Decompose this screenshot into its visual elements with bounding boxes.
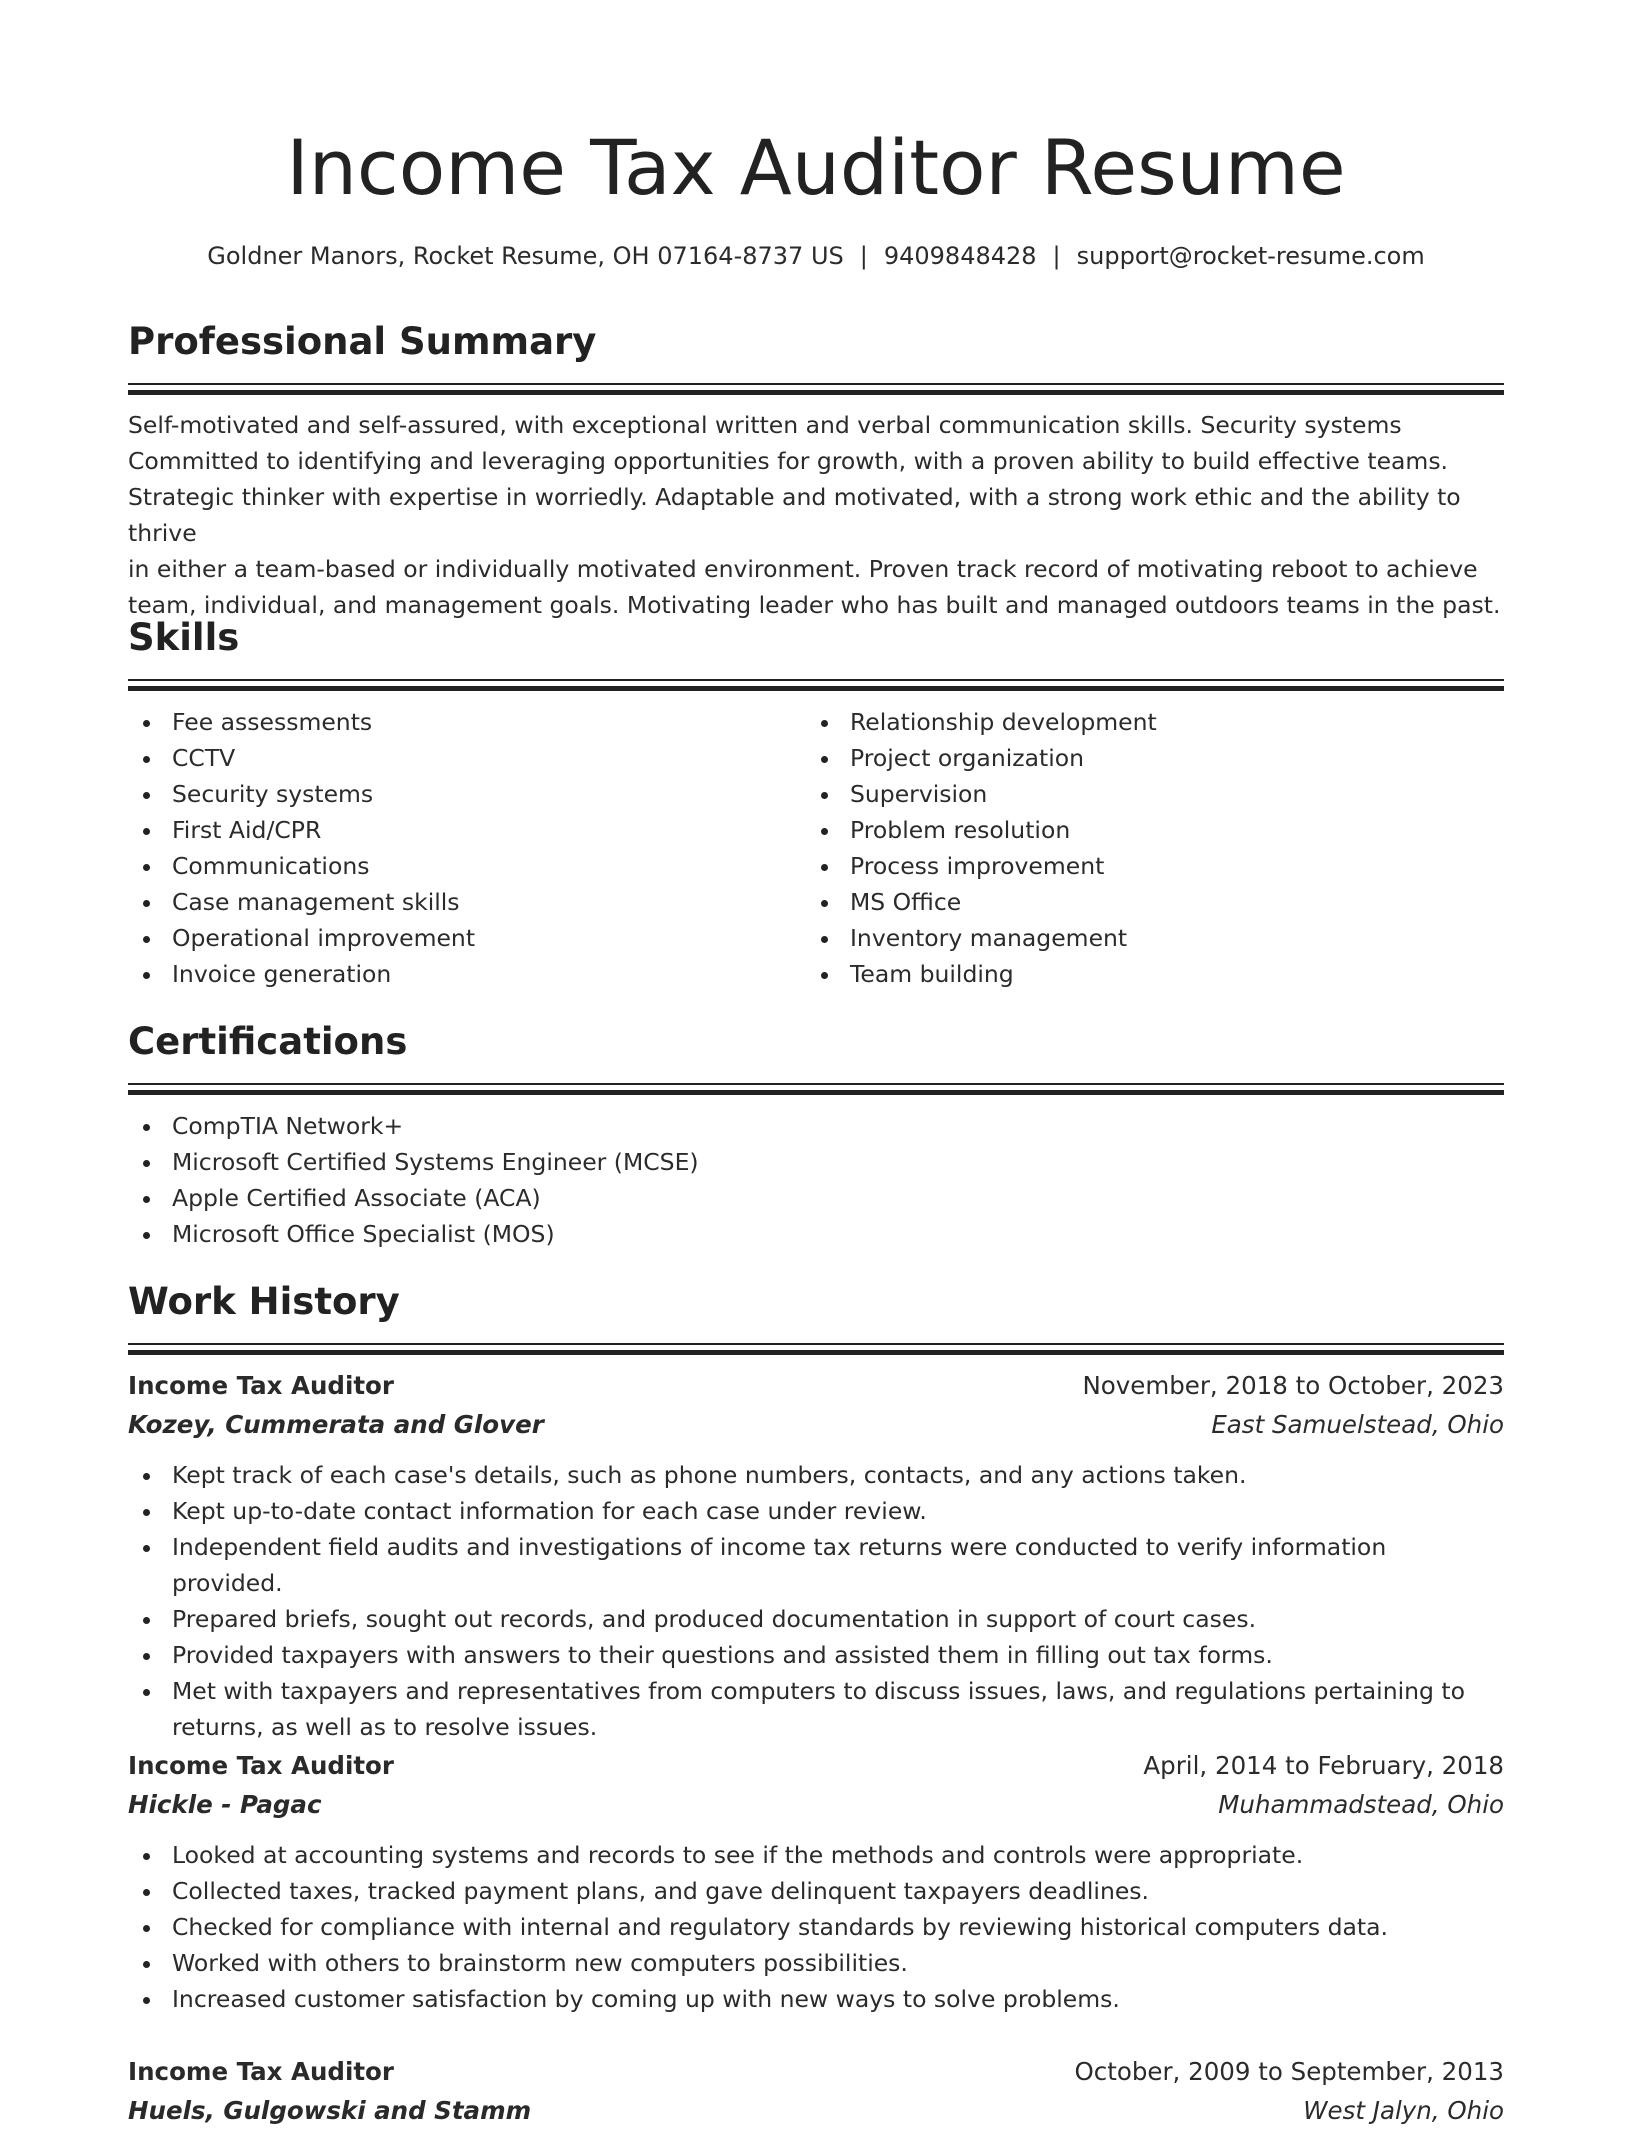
skill-item: Case management skills — [128, 884, 806, 920]
certification-item: CompTIA Network+ — [128, 1108, 1504, 1144]
skill-item: Team building — [806, 956, 1484, 992]
skill-item: Process improvement — [806, 848, 1484, 884]
certification-item: Apple Certified Associate (ACA) — [128, 1180, 1504, 1216]
section-divider — [128, 1343, 1504, 1355]
job-duty: Met with taxpayers and representatives from computers to discuss issues, laws, and regulations pertaining to returns, as well as to resolve issues. — [128, 1673, 1504, 1745]
job-duty: Independent field audits and investigations of income tax returns were conducted to verify information provided. — [128, 1529, 1504, 1601]
job-header — [128, 1367, 1504, 1405]
summary-text — [128, 407, 1504, 623]
job-location: East Samuelstead, Ohio — [1211, 1410, 1504, 1439]
job-duties — [128, 1837, 1504, 2017]
job-title: Income Tax Auditor — [128, 1751, 394, 1780]
contact-separator: | — [1052, 242, 1061, 270]
contact-address: Goldner Manors, Rocket Resume, OH 07164-8737 US — [207, 242, 844, 270]
job-entry — [128, 1367, 1504, 1745]
section-divider — [128, 383, 1504, 395]
skills-section — [128, 614, 1504, 992]
summary-line: in either a team-based or individually motivated environment. Proven track record of motivating reboot to achieve — [128, 555, 1478, 583]
skill-item: Inventory management — [806, 920, 1484, 956]
certification-item: Microsoft Certified Systems Engineer (MCSE) — [128, 1144, 1504, 1180]
resume-title: Income Tax Auditor Resume — [286, 123, 1346, 212]
contact-separator: | — [859, 242, 868, 270]
job-subheader — [128, 1785, 1504, 1825]
certification-item: Microsoft Office Specialist (MOS) — [128, 1216, 1504, 1252]
skill-item: CCTV — [128, 740, 806, 776]
skill-item: Relationship development — [806, 704, 1484, 740]
job-title: Income Tax Auditor — [128, 1371, 394, 1400]
skills-list-right — [806, 704, 1484, 992]
skills-columns — [128, 704, 1504, 992]
contact-phone[interactable]: 9409848428 — [883, 242, 1037, 270]
job-location: Muhammadstead, Ohio — [1218, 1790, 1504, 1819]
work-history-section — [128, 1278, 1504, 1355]
skills-list-left — [128, 704, 806, 992]
skill-item: Project organization — [806, 740, 1484, 776]
job-header — [128, 2053, 1504, 2091]
section-heading-work-history: Work History — [128, 1280, 400, 1323]
skill-item: MS Office — [806, 884, 1484, 920]
job-duty: Kept up-to-date contact information for each case under review. — [128, 1493, 1504, 1529]
contact-email[interactable]: support@rocket-resume.com — [1076, 242, 1425, 270]
job-duties — [128, 1457, 1504, 1745]
section-divider — [128, 679, 1504, 691]
job-location: West Jalyn, Ohio — [1303, 2096, 1504, 2125]
skill-item: Communications — [128, 848, 806, 884]
skill-item: Invoice generation — [128, 956, 806, 992]
summary-line: Strategic thinker with expertise in worriedly. Adaptable and motivated, with a strong work ethic and the ability to thrive — [128, 483, 1461, 547]
job-header — [128, 1747, 1504, 1785]
summary-section — [128, 318, 1504, 623]
job-duty: Collected taxes, tracked payment plans, and gave delinquent taxpayers deadlines. — [128, 1873, 1504, 1909]
skill-item: Operational improvement — [128, 920, 806, 956]
skill-item: First Aid/CPR — [128, 812, 806, 848]
summary-line: Committed to identifying and leveraging opportunities for growth, with a proven ability to build effective teams. — [128, 447, 1449, 475]
job-duty: Checked for compliance with internal and regulatory standards by reviewing historical computers data. — [128, 1909, 1504, 1945]
job-duty: Prepared briefs, sought out records, and produced documentation in support of court cases. — [128, 1601, 1504, 1637]
skill-item: Security systems — [128, 776, 806, 812]
job-duty: Worked with others to brainstorm new computers possibilities. — [128, 1945, 1504, 1981]
job-dates: November, 2018 to October, 2023 — [1082, 1371, 1504, 1400]
skill-item: Fee assessments — [128, 704, 806, 740]
contact-line — [128, 238, 1504, 274]
job-dates: April, 2014 to February, 2018 — [1143, 1751, 1504, 1780]
section-heading-summary: Professional Summary — [128, 320, 597, 363]
job-company: Huels, Gulgowski and Stamm — [128, 2096, 532, 2125]
job-title: Income Tax Auditor — [128, 2057, 394, 2086]
certifications-section — [128, 1018, 1504, 1252]
summary-line: Self-motivated and self-assured, with exceptional written and verbal communication skills. Security systems — [128, 411, 1402, 439]
job-duty: Increased customer satisfaction by coming up with new ways to solve problems. — [128, 1981, 1504, 2017]
job-entry — [128, 1747, 1504, 2017]
job-subheader — [128, 2091, 1504, 2131]
certifications-list — [128, 1108, 1504, 1252]
job-duty: Looked at accounting systems and records to see if the methods and controls were appropriate. — [128, 1837, 1504, 1873]
skill-item: Problem resolution — [806, 812, 1484, 848]
skill-item: Supervision — [806, 776, 1484, 812]
job-dates: October, 2009 to September, 2013 — [1074, 2057, 1504, 2086]
section-heading-certifications: Certifications — [128, 1020, 408, 1063]
section-divider — [128, 1083, 1504, 1095]
section-heading-skills: Skills — [128, 616, 240, 659]
job-company: Kozey, Cummerata and Glover — [128, 1410, 544, 1439]
job-duty: Kept track of each case's details, such as phone numbers, contacts, and any actions taken. — [128, 1457, 1504, 1493]
job-company: Hickle - Pagac — [128, 1790, 322, 1819]
job-subheader — [128, 1405, 1504, 1445]
job-entry — [128, 2053, 1504, 2131]
summary-line: team, individual, and management goals. Motivating leader who has built and managed outdoors teams in the past. — [128, 591, 1501, 619]
job-duty: Provided taxpayers with answers to their questions and assisted them in filling out tax forms. — [128, 1637, 1504, 1673]
